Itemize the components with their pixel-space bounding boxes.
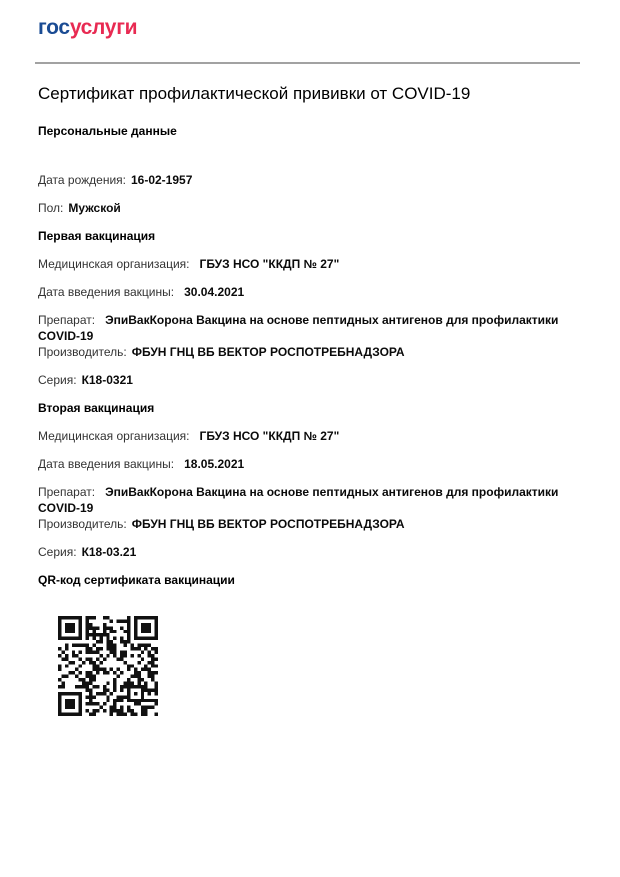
v1-drug-value: ЭпиВакКорона Вакцина на основе пептидных антигенов для профилактики COVID-19 bbox=[38, 313, 559, 343]
first-vaccination-heading: Первая вакцинация bbox=[38, 229, 156, 243]
v2-drug-value: ЭпиВакКорона Вакцина на основе пептидных антигенов для профилактики COVID-19 bbox=[38, 485, 559, 515]
v1-manufacturer-row bbox=[38, 344, 580, 360]
qr-section-heading: QR-код сертификата вакцинации bbox=[38, 573, 235, 587]
v2-medical-org-value: ГБУЗ НСО "ККДП № 27" bbox=[199, 429, 340, 443]
qr-code bbox=[58, 616, 158, 716]
birth-date-label: Дата рождения: bbox=[38, 173, 126, 187]
v2-drug-label: Препарат: bbox=[38, 485, 96, 499]
v1-manufacturer-value: ФБУН ГНЦ ВБ ВЕКТОР РОСПОТРЕБНАДЗОРА bbox=[131, 345, 405, 359]
certificate-content bbox=[0, 82, 620, 716]
v2-vaccine-date-label: Дата введения вакцины: bbox=[38, 457, 175, 471]
gender-row bbox=[38, 200, 580, 216]
personal-data-heading: Персональные данные bbox=[38, 124, 177, 138]
v2-drug-row bbox=[38, 484, 580, 516]
header-divider bbox=[35, 62, 580, 64]
v1-vaccine-date-row bbox=[38, 284, 580, 300]
gender-value: Мужской bbox=[68, 201, 121, 215]
v2-series-value: К18-03.21 bbox=[81, 545, 137, 559]
gosuslugi-logo bbox=[35, 14, 580, 42]
v2-medical-org-label: Медицинская организация: bbox=[38, 429, 190, 443]
v1-vaccine-date-label: Дата введения вакцины: bbox=[38, 285, 175, 299]
v1-medical-org-row bbox=[38, 256, 580, 272]
v1-vaccine-date-value: 30.04.2021 bbox=[184, 285, 245, 299]
header bbox=[0, 0, 620, 64]
birth-date-value: 16-02-1957 bbox=[130, 173, 193, 187]
v1-medical-org-label: Медицинская организация: bbox=[38, 257, 190, 271]
v1-drug-label: Препарат: bbox=[38, 313, 96, 327]
v2-manufacturer-label: Производитель: bbox=[38, 517, 127, 531]
v2-manufacturer-value: ФБУН ГНЦ ВБ ВЕКТОР РОСПОТРЕБНАДЗОРА bbox=[131, 517, 405, 531]
logo-part-uslugi: услуги bbox=[69, 16, 138, 39]
v2-series-label: Серия: bbox=[38, 545, 77, 559]
v2-series-row bbox=[38, 544, 580, 560]
v1-drug-row bbox=[38, 312, 580, 344]
v2-vaccine-date-value: 18.05.2021 bbox=[184, 457, 245, 471]
logo-part-gos: гос bbox=[38, 16, 70, 39]
v1-medical-org-value: ГБУЗ НСО "ККДП № 27" bbox=[199, 257, 340, 271]
birth-date-row bbox=[38, 172, 580, 188]
page-title: Сертификат профилактической прививки от COVID-19 bbox=[38, 84, 471, 103]
v2-vaccine-date-row bbox=[38, 456, 580, 472]
v2-manufacturer-row bbox=[38, 516, 580, 532]
second-vaccination-heading: Вторая вакцинация bbox=[38, 401, 155, 415]
v2-medical-org-row bbox=[38, 428, 580, 444]
v1-manufacturer-label: Производитель: bbox=[38, 345, 127, 359]
v1-series-value: К18-0321 bbox=[81, 373, 133, 387]
v1-series-row bbox=[38, 372, 580, 388]
v1-series-label: Серия: bbox=[38, 373, 77, 387]
gender-label: Пол: bbox=[38, 201, 64, 215]
